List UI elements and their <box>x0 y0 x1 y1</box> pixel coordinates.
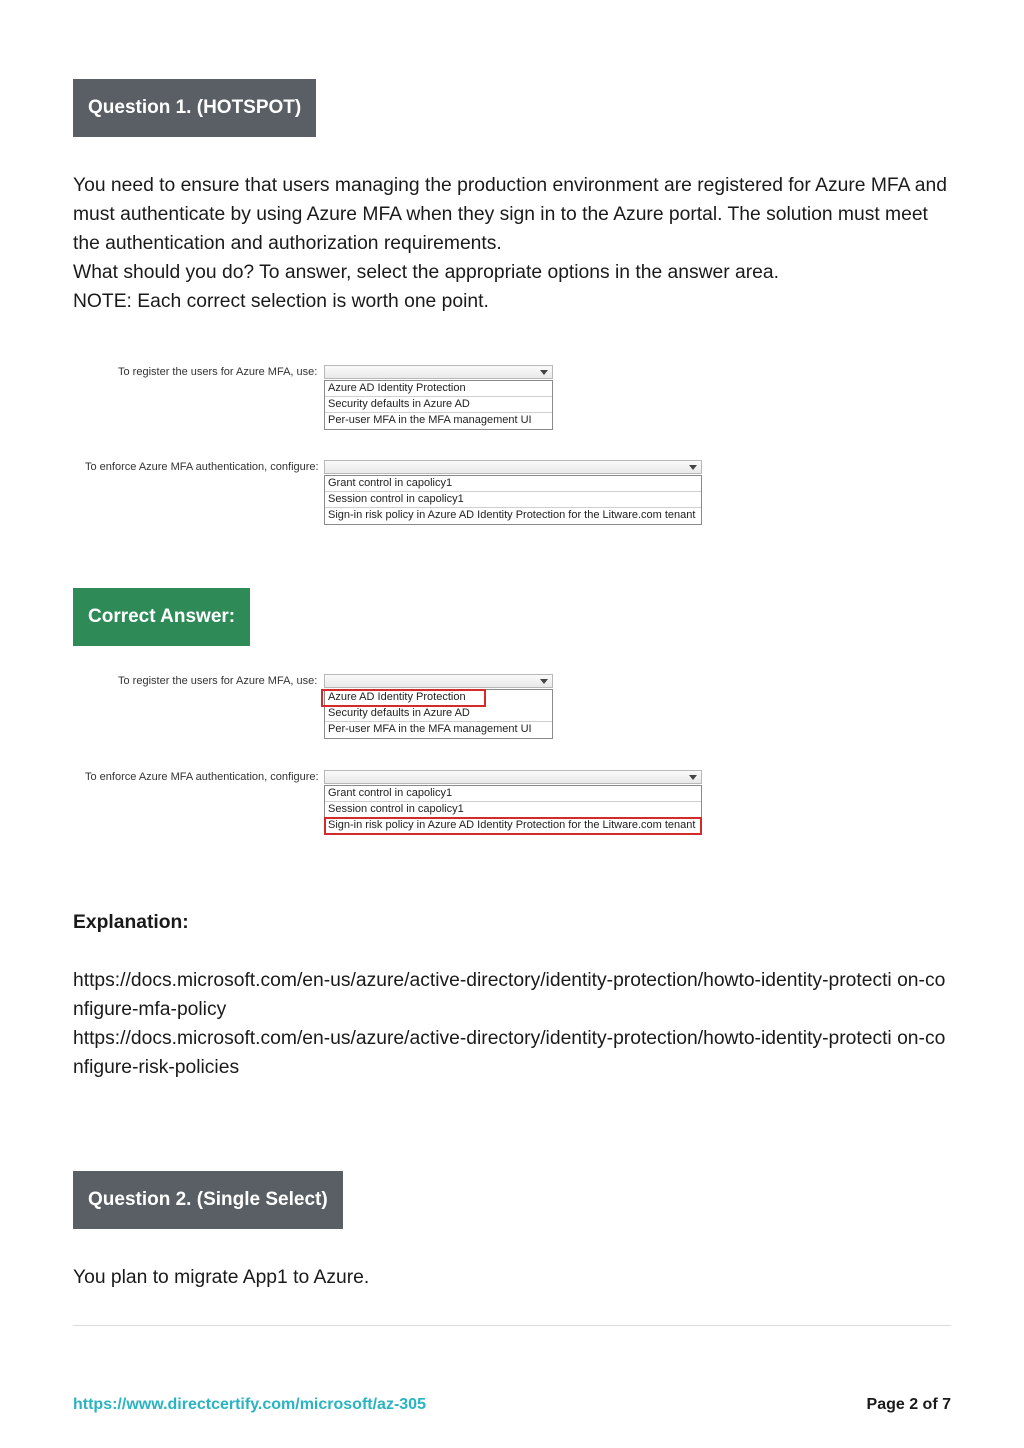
correct-answer-badge: Correct Answer: <box>73 588 250 646</box>
explanation-link-risk-policies[interactable]: https://docs.microsoft.com/en-us/azure/active-directory/identity-protection/howto-identity-protecti on-configure-risk-policies <box>73 1028 946 1078</box>
page-number: Page 2 of 7 <box>866 1396 951 1413</box>
question-1-text <box>73 171 953 316</box>
chevron-down-icon[interactable] <box>685 461 701 473</box>
footer-link[interactable]: https://www.directcertify.com/microsoft/az-305 <box>73 1396 426 1413</box>
register-option-per-user-mfa[interactable]: Per-user MFA in the MFA management UI <box>328 414 532 426</box>
answer-enforce-label: To enforce Azure MFA authentication, configure: <box>85 771 319 783</box>
register-option-security-defaults[interactable]: Security defaults in Azure AD <box>325 397 552 413</box>
register-label: To register the users for Azure MFA, use: <box>118 366 318 378</box>
enforce-dropdown[interactable] <box>324 460 702 474</box>
enforce-options <box>324 475 702 525</box>
question-2-text <box>73 1263 953 1292</box>
question-2-badge: Question 2. (Single Select) <box>73 1171 343 1229</box>
footer-divider <box>73 1325 951 1326</box>
answer-register-selected-option[interactable]: Azure AD Identity Protection <box>322 690 485 706</box>
explanation-link-mfa-policy[interactable]: https://docs.microsoft.com/en-us/azure/active-directory/identity-protection/howto-identity-protecti on-configure-mfa-policy <box>73 970 946 1020</box>
enforce-option-session-control[interactable]: Session control in capolicy1 <box>325 492 701 508</box>
question-1-instruction: What should you do? To answer, select the appropriate options in the answer area. <box>73 262 779 283</box>
explanation-links <box>73 966 953 1082</box>
answer-enforce-selected-option[interactable]: Sign-in risk policy in Azure AD Identity Protection for the Litware.com tenant <box>325 818 701 834</box>
chevron-down-icon[interactable] <box>685 771 701 783</box>
answer-register-label: To register the users for Azure MFA, use: <box>118 675 318 687</box>
enforce-option-sign-in-risk[interactable]: Sign-in risk policy in Azure AD Identity Protection for the Litware.com tenant <box>328 509 696 521</box>
answer-enforce-options <box>324 785 702 835</box>
answer-register-options <box>324 689 553 739</box>
explanation-title: Explanation: <box>73 912 189 933</box>
register-dropdown[interactable] <box>324 365 553 379</box>
answer-register-option-per-user-mfa[interactable]: Per-user MFA in the MFA management UI <box>328 723 532 735</box>
chevron-down-icon[interactable] <box>536 675 552 687</box>
answer-register-dropdown[interactable] <box>324 674 553 688</box>
answer-register-option-security-defaults[interactable]: Security defaults in Azure AD <box>325 706 552 722</box>
register-option-identity-protection[interactable]: Azure AD Identity Protection <box>325 381 552 397</box>
chevron-down-icon[interactable] <box>536 366 552 378</box>
question-1-paragraph: You need to ensure that users managing the production environment are registered for Azure MFA and must authenticate by using Azure MFA when they sign in to the Azure portal. The solution must meet the authentication and authorization requirements. <box>73 175 947 254</box>
question-2-paragraph: You plan to migrate App1 to Azure. <box>73 1267 370 1288</box>
register-options <box>324 380 553 430</box>
answer-enforce-option-grant-control[interactable]: Grant control in capolicy1 <box>325 786 701 802</box>
answer-enforce-option-session-control[interactable]: Session control in capolicy1 <box>325 802 701 818</box>
question-1-badge: Question 1. (HOTSPOT) <box>73 79 316 137</box>
enforce-option-grant-control[interactable]: Grant control in capolicy1 <box>325 476 701 492</box>
answer-enforce-dropdown[interactable] <box>324 770 702 784</box>
enforce-label: To enforce Azure MFA authentication, configure: <box>85 461 319 473</box>
question-1-note: NOTE: Each correct selection is worth one point. <box>73 291 489 312</box>
